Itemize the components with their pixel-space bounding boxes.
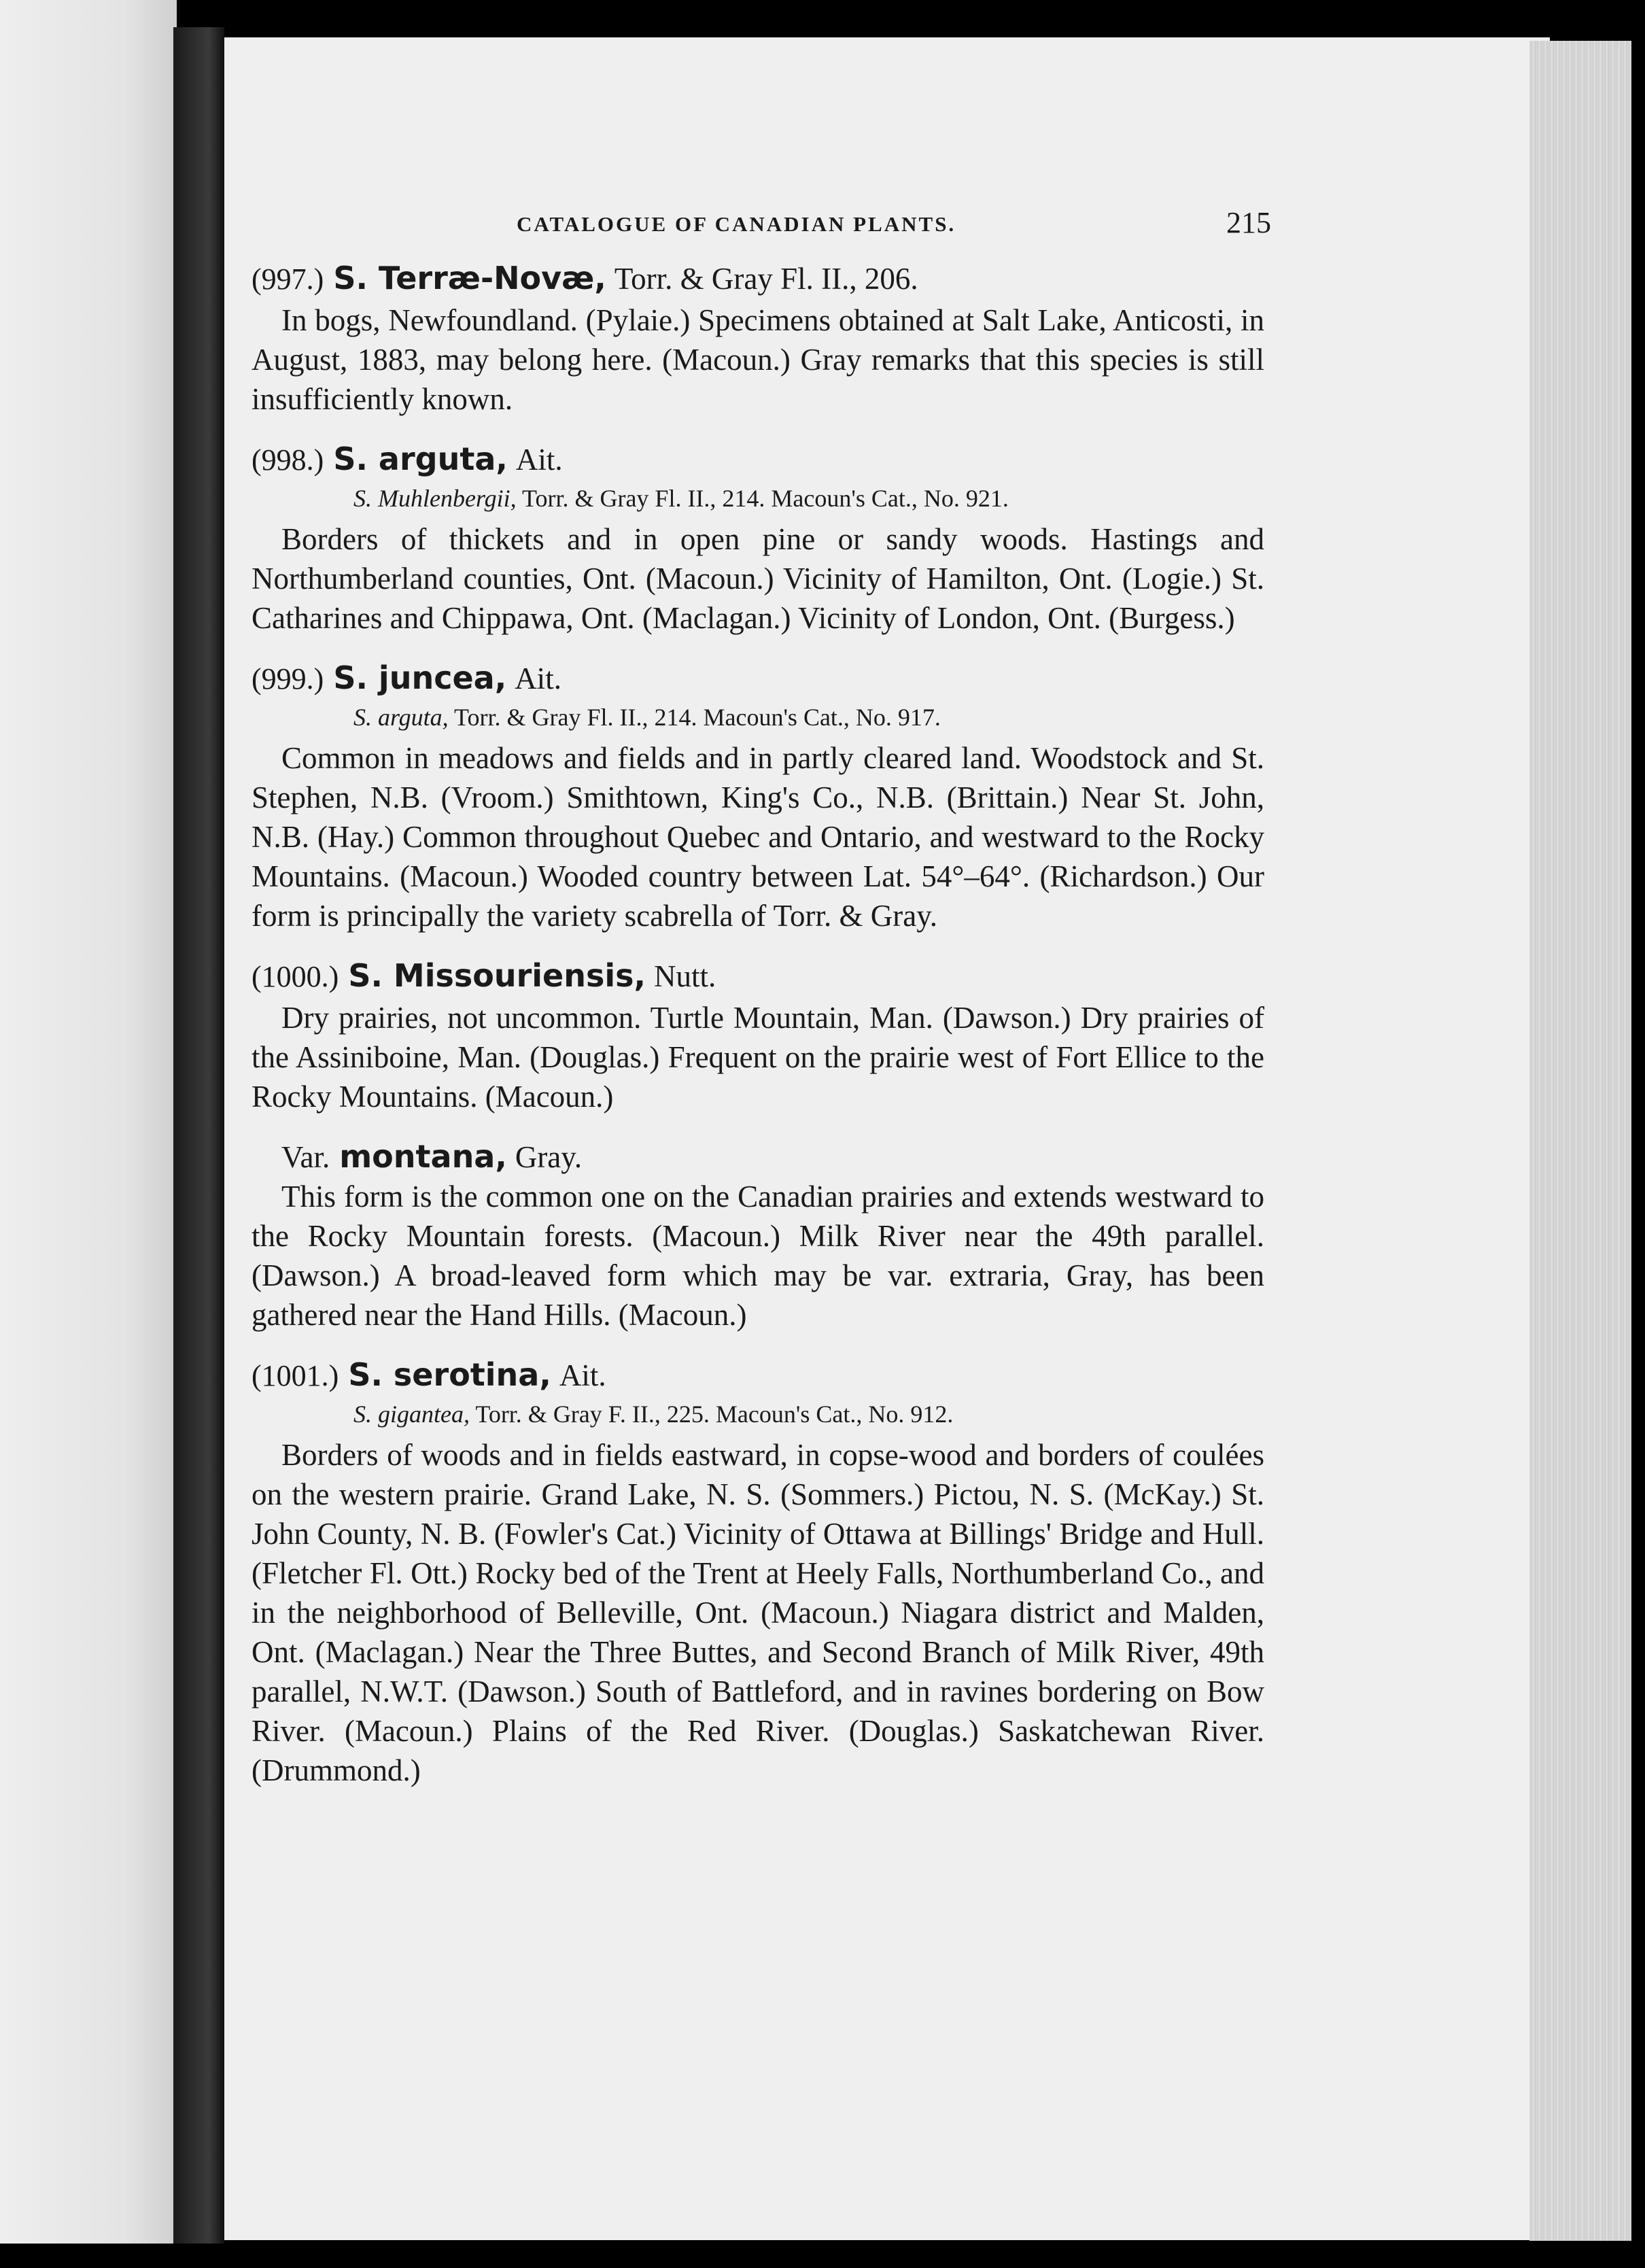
entry-heading bbox=[252, 956, 1264, 997]
entry-description: In bogs, Newfoundland. (Pylaie.) Specimens obtained at Salt Lake, Anticosti, in August, 1883, may belong here. (Macoun.) Gray remarks that this species is still insufficiently known. bbox=[252, 303, 1264, 416]
synonym-line bbox=[252, 700, 1264, 734]
page-stack-edge bbox=[1529, 41, 1631, 2241]
variety-description: This form is the common one on the Canadian prairies and extends westward to the Rocky Mountain forests. (Macoun.) Milk River near the 49th parallel. (Dawson.) A broad-leaved form which may be var. extraria, Gray, has been gathered near the Hand Hills. (Macoun.) bbox=[252, 1180, 1264, 1332]
facing-page-edge bbox=[0, 0, 177, 2244]
species-authority: Ait. bbox=[559, 1358, 606, 1392]
variety-name: montana, bbox=[339, 1138, 507, 1175]
synonym-name: S. Muhlenbergii, bbox=[353, 485, 517, 512]
entry-description: Borders of woods and in fields eastward, in copse-wood and borders of coulées on the western prairie. Grand Lake, N. S. (Sommers.) Pictou, N. S. (McKay.) St. John County, N. B. (Fowler's Cat.) Vicinity of Ottawa at Billings' Bridge and Hull. (Fletcher Fl. Ott.) Rocky bed of the Trent at Heely Falls, Northumberland Co., and in the neighborhood of Belleville, Ont. (Macoun.) Niagara district and Malden, Ont. (Maclagan.) Near the Three Buttes, and Second Branch of Milk River, 49th parallel, N.W.T. (Dawson.) South of Battleford, and in ravines bordering on Bow River. (Macoun.) Plains of the Red River. (Douglas.) Saskatchewan River. (Drummond.) bbox=[252, 1438, 1264, 1787]
synonym-reference: Torr. & Gray Fl. II., 214. Macoun's Cat., No. 917. bbox=[454, 704, 941, 731]
entry-number: (1001.) bbox=[252, 1359, 339, 1392]
entry-heading bbox=[252, 658, 1264, 699]
entry-description: Dry prairies, not uncommon. Turtle Mountain, Man. (Dawson.) Dry prairies of the Assiniboine, Man. (Douglas.) Frequent on the prairie west of Fort Ellice to the Rocky Mountains. (Macoun.) bbox=[252, 1001, 1264, 1114]
entry-heading bbox=[252, 439, 1264, 480]
running-title: CATALOGUE OF CANADIAN PLANTS. bbox=[517, 212, 956, 236]
species-name: S. juncea, bbox=[333, 659, 507, 696]
synonym-line bbox=[252, 481, 1264, 515]
entry-number: (1000.) bbox=[252, 960, 339, 993]
book-gutter bbox=[173, 27, 224, 2244]
scan-border bbox=[0, 2244, 1645, 2268]
species-authority: Ait. bbox=[515, 443, 563, 477]
entry-number: (997.) bbox=[252, 262, 324, 296]
variety-prefix: Var. bbox=[281, 1140, 330, 1174]
running-head bbox=[252, 205, 1271, 246]
entry-number: (998.) bbox=[252, 443, 324, 477]
variety-authority: Gray. bbox=[515, 1140, 583, 1174]
synonym-name: S. arguta, bbox=[353, 704, 449, 731]
synonym-reference: Torr. & Gray F. II., 225. Macoun's Cat., No. 912. bbox=[475, 1401, 954, 1428]
page-number: 215 bbox=[1226, 206, 1271, 239]
species-name: S. Missouriensis, bbox=[348, 957, 646, 994]
species-name: S. arguta, bbox=[333, 441, 508, 477]
variety-heading bbox=[252, 1137, 1264, 1177]
species-name: S. serotina, bbox=[348, 1356, 551, 1393]
species-authority: Torr. & Gray Fl. II., 206. bbox=[614, 262, 918, 296]
entry-description: Common in meadows and fields and in partly cleared land. Woodstock and St. Stephen, N.B. (Vroom.) Smithtown, King's Co., N.B. (Brittain.) Near St. John, N.B. (Hay.) Common throughout Quebec and Ontario, and westward to the Rocky Mountains. (Macoun.) Wooded country between Lat. 54°–64°. (Richardson.) Our form is principally the variety scabrella of Torr. & Gray. bbox=[252, 741, 1264, 933]
species-authority: Ait. bbox=[515, 662, 561, 695]
synonym-line bbox=[252, 1397, 1264, 1431]
species-authority: Nutt. bbox=[654, 959, 716, 993]
entry-heading bbox=[252, 1355, 1264, 1396]
entry-heading bbox=[252, 258, 1264, 299]
entry-description: Borders of thickets and in open pine or sandy woods. Hastings and Northumberland counties, Ont. (Macoun.) Vicinity of Hamilton, Ont. (Logie.) St. Catharines and Chippawa, Ont. (Maclagan.) Vicinity of London, Ont. (Burgess.) bbox=[252, 522, 1264, 635]
species-name: S. Terræ-Novæ, bbox=[333, 260, 606, 296]
synonym-reference: Torr. & Gray Fl. II., 214. Macoun's Cat., No. 921. bbox=[521, 485, 1009, 512]
entry-number: (999.) bbox=[252, 662, 324, 695]
page-content bbox=[252, 258, 1264, 1790]
synonym-name: S. gigantea, bbox=[353, 1401, 470, 1428]
